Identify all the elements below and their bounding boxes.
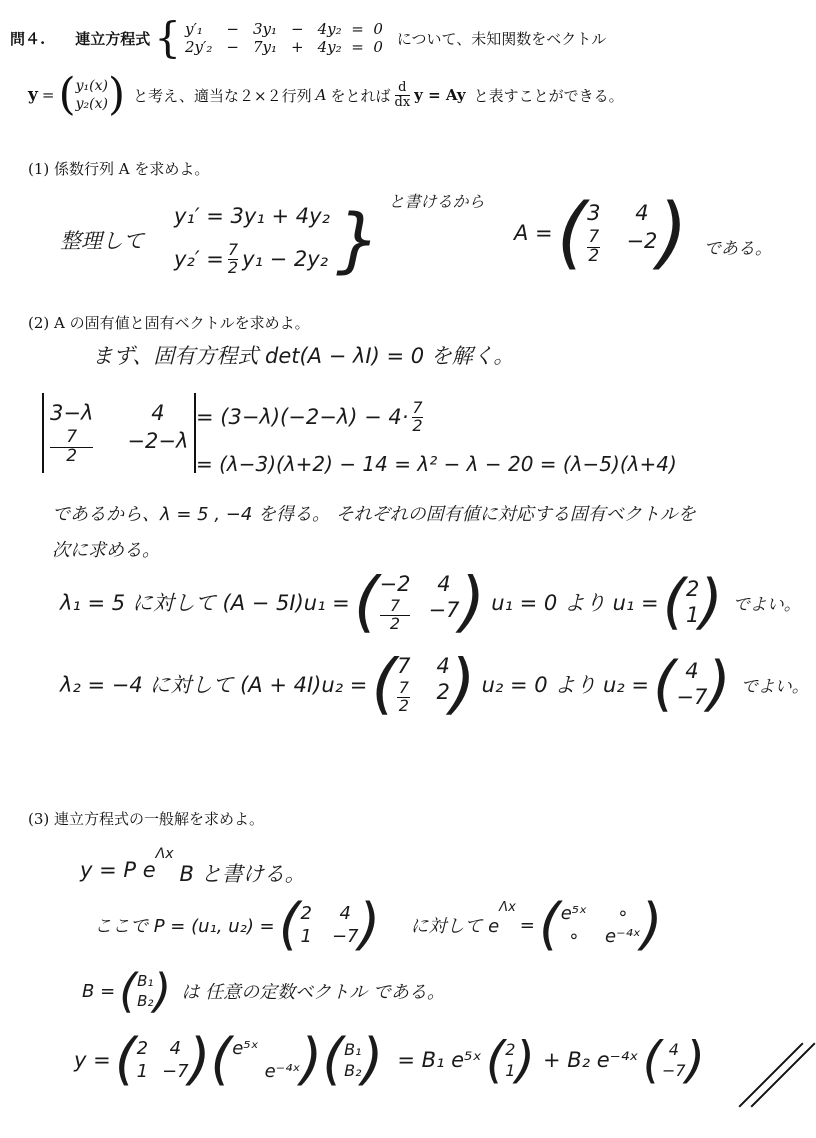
system-brace: {	[154, 13, 181, 62]
derivative-operator: $\frac{d}{dx}$	[394, 79, 411, 110]
header-text-2: と考え、適当な２×２行列	[133, 86, 312, 105]
q2-line3: であるから、λ = 5 , −4 を得る。 それぞれの固有値に対応する固有ベクトルを	[52, 504, 696, 525]
q3-line1: y = P e Λx B と書ける。	[80, 846, 306, 886]
vector-y-entries: y₁(x) y₂(x)	[75, 78, 108, 112]
end-mark-slash-1	[738, 1042, 803, 1107]
q3-prompt: (3) 連立方程式の一般解を求めよ。	[28, 810, 265, 828]
header-text-4: と表すことができる。	[473, 86, 624, 105]
header-text-3: をとれば	[330, 86, 391, 105]
q3-line2: ここで P = (u₁, u₂) = ( 2 4 1 −7 ) に対して e Λx = ( e⁵ˣ ∘ ∘ e⁻⁴ˣ )	[94, 892, 663, 957]
q1-eq2: y₂′ = $\frac{7}{2}$ y₁ − 2y₂	[174, 239, 329, 277]
q3-line3: B = ( B₁ B₂ ) は 任意の定数ベクトル である。	[82, 964, 445, 1018]
q2-line4: 次に求める。	[52, 540, 160, 561]
q2-determinant: 3−λ 4 $\frac{7}{2}$ −2−λ	[36, 385, 202, 481]
q1-solution	[60, 185, 484, 295]
q3-line4: y = ( 2 4 1 −7 ) ( e⁵ˣ e⁻⁴ˣ ) ( B₁ B₂ ) = B₁ e⁵ˣ ( 2 1 ) + B₂ e⁻⁴ˣ ( 4 −7 )	[74, 1027, 706, 1092]
problem-number: 問４.	[10, 29, 46, 48]
q2-det-line1: = (3−λ)(−2−λ) − 4· $\frac{7}{2}$	[196, 398, 423, 435]
header-text-1: について、未知関数をベクトル	[396, 29, 607, 48]
ode-system: y′₁ − 3y₁ − 4y₂ = 0 2y′₂ − 7y₁ + 4y₂ = 0	[184, 20, 383, 56]
problem-header	[10, 13, 607, 62]
vector-y: y	[28, 85, 38, 105]
q1-after: と書けるから	[388, 192, 485, 211]
q1-equations	[174, 204, 330, 277]
q2-eigen-2: λ₂ = −4 に対して (A + 4I)u₂ = ( 7 4 $\frac{7}{2}$ 2 ) u₂ = 0 より u₂ = ( 4 −7 ) でよい。	[60, 645, 809, 722]
matrix-A-symbol: A	[315, 86, 327, 104]
q1-eq1: y₁′ = 3y₁ + 4y₂	[174, 203, 330, 228]
q2-det-line2: = (λ−3)(λ+2) − 14 = λ² − λ − 20 = (λ−5)(λ+4)	[196, 452, 677, 476]
q2-eigen-1: λ₁ = 5 に対して (A − 5I)u₁ = ( −2 4 $\frac{7}{2}$ −7 ) u₁ = 0 より u₁ = ( 2 1 ) でよい。	[60, 563, 801, 640]
q1-matrix-A: A = ( 3 4 $\frac{7}{2}$ −2 ) である。	[514, 188, 772, 278]
derivative-expression: y = Ay	[414, 86, 466, 104]
q1-prompt: (1) 係数行列 A を求めよ。	[28, 160, 210, 178]
q2-prompt: (2) A の固有値と固有ベクトルを求めよ。	[28, 314, 310, 332]
end-mark-slash-2	[750, 1042, 815, 1107]
q1-end: である。	[703, 238, 772, 259]
problem-title: 連立方程式	[75, 29, 151, 48]
q2-line1: まず、固有方程式 det(A − λI) = 0 を解く。	[92, 344, 515, 368]
header-line-2: y = ( y₁(x) y₂(x) ) と考え、適当な２×２行列 A をとれば $\frac{d}{dx}$ y = Ay と表すことができる。	[28, 69, 624, 120]
q1-right-brace: }	[335, 199, 381, 281]
q1-intro: 整理して	[60, 229, 144, 253]
